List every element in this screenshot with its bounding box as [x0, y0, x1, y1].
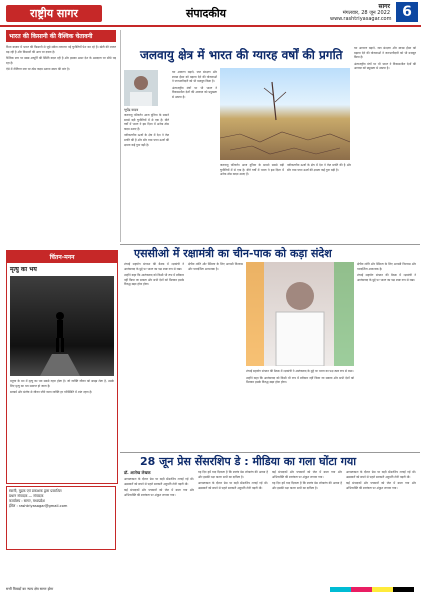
censorship-body-col-4 — [346, 470, 416, 577]
chintan-paragraph: सत्कर्म और संतोष से जीवन जीने वाला व्यक्ति हर परिस्थिति में शांत रहता है। — [10, 390, 93, 395]
imprint-line: ईमेल : rashtriyasagar@gmail.com — [9, 504, 68, 508]
web-address: www.rashtriyasagar.com — [330, 16, 392, 22]
sco-paragraph: शंघाई सहयोग संगठन की बैठक में रक्षामंत्री ने आतंकवाद के मुद्दे पर भारत का पक्ष स्पष्ट रूप से रखा। — [124, 262, 184, 271]
author-caption: भूपेंद्र यादव — [124, 108, 139, 112]
chintan-manan-title: मृत्यु का भय — [10, 266, 37, 273]
sco-body-col-3 — [246, 369, 354, 449]
lead-body-col-1 — [124, 113, 169, 241]
sco-paragraph: क्षेत्रीय शांति और स्थिरता के लिए आपसी विश्वास और पारदर्शिता आवश्यक है। — [357, 262, 416, 271]
sco-paragraph: उन्होंने कहा कि आतंकवाद को किसी भी रूप में स्वीकार नहीं किया जा सकता और सभी देशों को मिलकर इसके विरुद्ध खड़ा होना होगा। — [246, 375, 354, 385]
imprint-line: प्रधान संपादक — संपादक — [9, 494, 44, 498]
lead-paragraph: अंतरराष्ट्रीय मंचों पर भी भारत ने विकासशील देशों की आवाज़ को प्रमुखता से उठाया है। — [172, 85, 217, 99]
censorship-headline: 28 जून प्रेस सेंसरशिप डे : मीडिया का गला घोंटा गया — [140, 455, 357, 468]
censorship-paragraph: कई संपादकों और पत्रकारों को जेल में डाला गया और अभिव्यक्ति की स्वतंत्रता पर अंकुश लगाया गया। — [272, 470, 342, 479]
chintan-manan-heading: चिंतन-मनन — [7, 251, 117, 263]
author-photo — [124, 70, 158, 106]
masthead-rule — [0, 25, 421, 27]
section-divider — [120, 452, 420, 453]
sco-headline: एससीओ में रक्षामंत्री का चीन-पाक को कड़ा संदेश — [134, 247, 332, 260]
censorship-paragraph: कई संपादकों और पत्रकारों को जेल में डाला गया और अभिव्यक्ति की स्वतंत्रता पर अंकुश लगाया गया। — [346, 481, 416, 490]
minister-photo — [246, 262, 354, 366]
author-portrait — [124, 70, 158, 106]
footer — [0, 584, 421, 595]
chintan-manan-body — [7, 377, 117, 473]
walking-figure-illustration — [10, 276, 114, 376]
minister-portrait — [246, 262, 354, 366]
section-title: संपादकीय — [186, 7, 227, 20]
lead-paragraph: अंतरराष्ट्रीय मंचों पर भी भारत ने विकासशील देशों की आवाज़ को प्रमुखता से उठाया है। — [354, 61, 416, 71]
sco-paragraph: शंघाई सहयोग संगठन की बैठक में रक्षामंत्री ने आतंकवाद के मुद्दे पर भारत का पक्ष स्पष्ट रूप से रखा। — [357, 273, 416, 282]
imprint-box — [6, 486, 116, 550]
censorship-body-col-1 — [124, 477, 194, 577]
footer-text: सभी विवादों का न्याय क्षेत्र सागर होगा — [6, 587, 54, 591]
chintan-paragraph: मनुष्य के मन में मृत्यु का भय सबसे गहरा होता है। जो व्यक्ति जीवन को समझ लेता है, उसके लिए मृत्यु का भय समाप्त हो जाता है। — [10, 379, 114, 388]
censorship-paragraph: आपातकाल के दौरान प्रेस पर कड़ी सेंसरशिप लगाई गई थी। अख़बारों को छपने से पहले सरकारी अनुमति लेनी पड़ती थी। — [198, 481, 268, 490]
lead-paragraph: वन आवरण बढ़ाने, जल संरक्षण और स्वच्छ ईंधन को बढ़ावा देने की योजनाओं ने जनभागीदारी को भी मज़बूत किया है। — [354, 46, 416, 60]
lead-paragraph: जलवायु परिवर्तन आज दुनिया के सामने सबसे बड़ी चुनौतियों में से एक है। बीते वर्षों में भारत ने इस दिशा में अनेक ठोस कदम उठाए हैं। — [124, 113, 169, 131]
censorship-byline: डॉ. आलेख लेखक — [124, 470, 151, 475]
lead-paragraph: वन आवरण बढ़ाने, जल संरक्षण और स्वच्छ ईंधन को बढ़ावा देने की योजनाओं ने जनभागीदारी को भी मज़बूत किया है। — [172, 70, 217, 84]
column-divider — [120, 30, 121, 242]
lead-body-col-3 — [220, 163, 284, 241]
left-editorial — [6, 30, 116, 242]
page-number: 6 — [396, 2, 418, 22]
date-block — [330, 4, 390, 22]
newspaper-logo: राष्ट्रीय सागर — [6, 5, 102, 22]
imprint-line: कार्यालय : सागर, मध्यप्रदेश — [9, 499, 45, 503]
censorship-body-col-2 — [198, 470, 268, 577]
lead-body-col-4 — [287, 163, 351, 241]
censorship-paragraph: कई संपादकों और पत्रकारों को जेल में डाला गया और अभिव्यक्ति की स्वतंत्रता पर अंकुश लगाया गया। — [124, 488, 194, 497]
lead-paragraph: जलवायु परिवर्तन आज दुनिया के सामने सबसे बड़ी चुनौतियों में से एक है। बीते वर्षों में भारत ने इस दिशा में अनेक ठोस कदम उठाए हैं। — [220, 163, 284, 177]
drought-photo — [220, 68, 350, 160]
left-paragraph: विश्व बाज़ार में भारत की किसानी से जुड़े संकेत लगातार नई चुनौतियाँ पेश कर रहे हैं। खेती की लागत बढ़ रही है और किसानों की आय पर दबाव है। — [6, 45, 116, 54]
censorship-body-col-3 — [272, 470, 342, 577]
sco-body-col-2 — [188, 262, 243, 450]
lead-body-col-2 — [172, 70, 217, 241]
chintan-manan-box — [6, 250, 118, 484]
censorship-paragraph: यह दिन हमें याद दिलाता है कि स्वतंत्र प्रेस लोकतंत्र की आत्मा है और इसकी रक्षा करना सभी का दायित्व है। — [272, 481, 342, 490]
sco-body-col-4 — [357, 262, 416, 450]
left-paragraph: वैश्विक स्तर पर खाद्य आपूर्ति की स्थिति बदल रही है और इसका असर देश के अन्नदाता पर सीधे पड़ रहा है। — [6, 56, 116, 65]
censorship-paragraph: आपातकाल के दौरान प्रेस पर कड़ी सेंसरशिप लगाई गई थी। अख़बारों को छपने से पहले सरकारी अनुमति लेनी पड़ती थी। — [124, 477, 194, 486]
left-paragraph: ऐसे में नीतिगत स्तर पर ठोस कदम उठाना समय की मांग है। — [6, 67, 70, 72]
lead-headline: जलवायु क्षेत्र में भारत की ग्यारह वर्षों की प्रगति — [140, 48, 343, 62]
cracked-earth-illustration — [220, 68, 350, 160]
silhouette-photo — [10, 276, 114, 376]
censorship-paragraph: यह दिन हमें याद दिलाता है कि स्वतंत्र प्रेस लोकतंत्र की आत्मा है और इसकी रक्षा करना सभी का दायित्व है। — [198, 470, 268, 479]
sco-paragraph: शंघाई सहयोग संगठन की बैठक में रक्षामंत्री ने आतंकवाद के मुद्दे पर भारत का पक्ष स्पष्ट रूप से रखा। — [246, 369, 354, 373]
date-line-1: सागर — [378, 3, 390, 10]
imprint-line: स्वामी, मुद्रक एवं प्रकाशक द्वारा प्रकाशित — [9, 489, 62, 493]
censorship-paragraph: आपातकाल के दौरान प्रेस पर कड़ी सेंसरशिप लगाई गई थी। अख़बारों को छपने से पहले सरकारी अनुमति लेनी पड़ती थी। — [346, 470, 416, 479]
sco-paragraph: क्षेत्रीय शांति और स्थिरता के लिए आपसी विश्वास और पारदर्शिता आवश्यक है। — [188, 262, 243, 271]
left-editorial-body — [6, 45, 116, 241]
section-divider — [120, 244, 420, 245]
sco-paragraph: उन्होंने कहा कि आतंकवाद को किसी भी रूप में स्वीकार नहीं किया जा सकता और सभी देशों को मिलकर इसके विरुद्ध खड़ा होना होगा। — [124, 273, 184, 287]
date-line-2: मंगलवार, 28 जून 2022 — [342, 10, 390, 16]
masthead — [0, 0, 421, 26]
color-registration-strip — [330, 587, 414, 592]
lead-paragraph: नवीकरणीय ऊर्जा के क्षेत्र में देश ने तेज़ प्रगति की है और सौर तथा पवन ऊर्जा की क्षमता कई गुना बढ़ी है। — [124, 133, 169, 147]
left-editorial-heading: भारत की किसानी की वैश्विक चेतावनी — [6, 30, 116, 42]
lead-body-col-5 — [354, 46, 416, 241]
sco-body-col-1 — [124, 262, 184, 450]
lead-paragraph: नवीकरणीय ऊर्जा के क्षेत्र में देश ने तेज़ प्रगति की है और सौर तथा पवन ऊर्जा की क्षमता कई गुना बढ़ी है। — [287, 163, 351, 172]
